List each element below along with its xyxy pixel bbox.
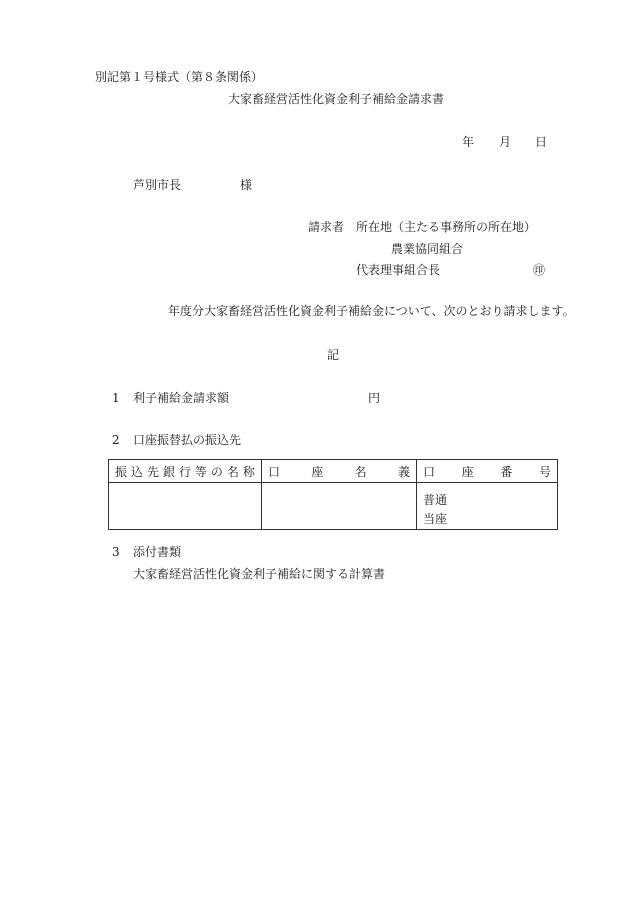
account-holder-header-text bbox=[262, 463, 416, 480]
header-char: 銀 bbox=[162, 464, 175, 479]
header-char: 口 bbox=[268, 464, 281, 479]
header-char: 等 bbox=[194, 464, 207, 479]
account-number-cell[interactable] bbox=[417, 483, 558, 530]
account-holder-cell[interactable] bbox=[262, 483, 417, 530]
header-char: 名 bbox=[226, 464, 239, 479]
account-table bbox=[108, 459, 558, 530]
item-3-attachment: 大家畜経営活性化資金利子補給に関する計算書 bbox=[133, 567, 386, 581]
addressee-name: 芦別市長 bbox=[133, 178, 182, 192]
item-2-label: 口座振替払の振込先 bbox=[133, 433, 242, 447]
seal-mark: ㊞ bbox=[533, 263, 546, 277]
requester-address-label: 所在地（主たる事務所の所在地） bbox=[356, 220, 537, 234]
requester-org-label: 農業協同組合 bbox=[391, 242, 464, 256]
header-char: 義 bbox=[397, 464, 410, 479]
request-body-text: 年度分大家畜経営活性化資金利子補給金について、次のとおり請求します。 bbox=[168, 304, 575, 318]
requester-label: 請求者 bbox=[308, 220, 345, 234]
requester-rep-label: 代表理事組合長 bbox=[356, 263, 441, 277]
header-char: の bbox=[210, 464, 223, 479]
header-char: 名 bbox=[354, 464, 367, 479]
header-char: 称 bbox=[242, 464, 255, 479]
item-3-label: 添付書類 bbox=[133, 545, 182, 559]
header-char: 振 bbox=[115, 464, 128, 479]
addressee-honorific: 様 bbox=[240, 178, 253, 192]
item-3-number: 3 bbox=[112, 545, 120, 559]
header-char: 座 bbox=[461, 464, 474, 479]
header-char: 番 bbox=[500, 464, 513, 479]
item-1-label: 利子補給金請求額 bbox=[133, 391, 230, 405]
date-day: 日 bbox=[535, 135, 548, 149]
account-table-row bbox=[109, 483, 558, 530]
account-number-header-text bbox=[417, 463, 557, 480]
item-1-unit: 円 bbox=[368, 391, 381, 405]
account-number-header bbox=[417, 460, 558, 483]
bank-name-header bbox=[109, 460, 262, 483]
document-title: 大家畜経営活性化資金利子補給金請求書 bbox=[228, 92, 445, 106]
header-char: 行 bbox=[178, 464, 191, 479]
header-char: 先 bbox=[146, 464, 159, 479]
header-char: 込 bbox=[130, 464, 143, 479]
item-2-number: 2 bbox=[112, 433, 120, 447]
header-char: 号 bbox=[538, 464, 551, 479]
item-1-number: 1 bbox=[112, 391, 120, 405]
bank-name-header-text bbox=[109, 463, 261, 480]
account-type-checking: 当座 bbox=[423, 512, 448, 526]
ki-heading: 記 bbox=[327, 348, 340, 362]
header-char: 座 bbox=[311, 464, 324, 479]
form-label: 別記第１号様式（第８条関係） bbox=[95, 70, 264, 84]
header-char: 口 bbox=[423, 464, 436, 479]
account-type-ordinary: 普通 bbox=[423, 493, 448, 507]
date-year: 年 bbox=[462, 135, 475, 149]
account-table-header-row bbox=[109, 460, 558, 483]
date-month: 月 bbox=[499, 135, 512, 149]
account-holder-header bbox=[262, 460, 417, 483]
bank-name-cell[interactable] bbox=[109, 483, 262, 530]
